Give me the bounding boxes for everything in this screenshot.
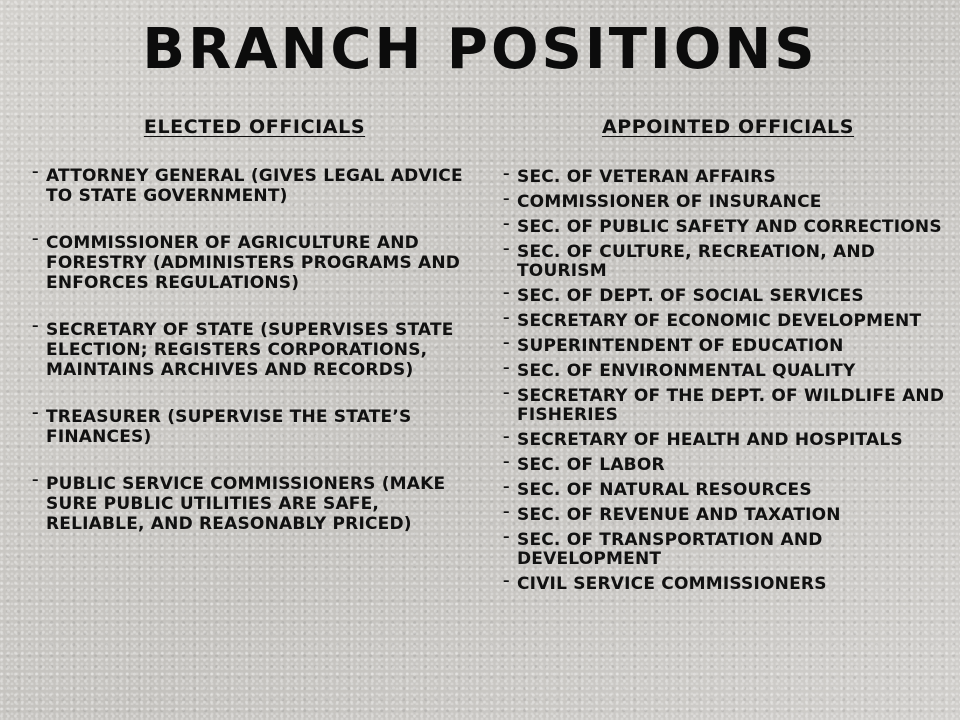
list-item: – SEC. OF NATURAL RESOURCES bbox=[503, 481, 953, 500]
list-item: – SEC. OF TRANSPORTATION AND DEVELOPMENT bbox=[503, 531, 953, 569]
elected-officials-column bbox=[32, 116, 477, 561]
list-item: – SEC. OF VETERAN AFFAIRS bbox=[503, 168, 953, 187]
list-item: – TREASURER (SUPERVISE THE STATE’S FINANCES) bbox=[32, 407, 477, 447]
list-item: – CIVIL SERVICE COMMISSIONERS bbox=[503, 575, 953, 594]
list-item: – SEC. OF ENVIRONMENTAL QUALITY bbox=[503, 362, 953, 381]
list-item: – SEC. OF LABOR bbox=[503, 456, 953, 475]
list-item: – COMMISSIONER OF INSURANCE bbox=[503, 193, 953, 212]
list-item: – PUBLIC SERVICE COMMISSIONERS (MAKE SURE PUBLIC UTILITIES ARE SAFE, RELIABLE, AND REASONABLY PRICED) bbox=[32, 474, 477, 534]
list-item: – COMMISSIONER OF AGRICULTURE AND FORESTRY (ADMINISTERS PROGRAMS AND ENFORCES REGULATIONS) bbox=[32, 233, 477, 293]
list-item: – SECRETARY OF HEALTH AND HOSPITALS bbox=[503, 431, 953, 450]
list-item: – SECRETARY OF STATE (SUPERVISES STATE ELECTION; REGISTERS CORPORATIONS, MAINTAINS ARCHIVES AND RECORDS) bbox=[32, 320, 477, 380]
elected-officials-heading: ELECTED OFFICIALS bbox=[143, 116, 366, 138]
slide-title: BRANCH POSITIONS bbox=[142, 17, 818, 82]
elected-officials-list bbox=[32, 166, 477, 534]
appointed-officials-list bbox=[503, 168, 953, 594]
list-item: – ATTORNEY GENERAL (GIVES LEGAL ADVICE TO STATE GOVERNMENT) bbox=[32, 166, 477, 206]
list-item: – SEC. OF DEPT. OF SOCIAL SERVICES bbox=[503, 287, 953, 306]
appointed-officials-heading: APPOINTED OFFICIALS bbox=[601, 116, 855, 138]
list-item: – SEC. OF PUBLIC SAFETY AND CORRECTIONS bbox=[503, 218, 953, 237]
list-item: – SEC. OF CULTURE, RECREATION, AND TOURISM bbox=[503, 243, 953, 281]
list-item: – SECRETARY OF ECONOMIC DEVELOPMENT bbox=[503, 312, 953, 331]
appointed-officials-column bbox=[503, 116, 953, 600]
list-item: – SEC. OF REVENUE AND TAXATION bbox=[503, 506, 953, 525]
list-item: – SECRETARY OF THE DEPT. OF WILDLIFE AND FISHERIES bbox=[503, 387, 953, 425]
list-item: – SUPERINTENDENT OF EDUCATION bbox=[503, 337, 953, 356]
